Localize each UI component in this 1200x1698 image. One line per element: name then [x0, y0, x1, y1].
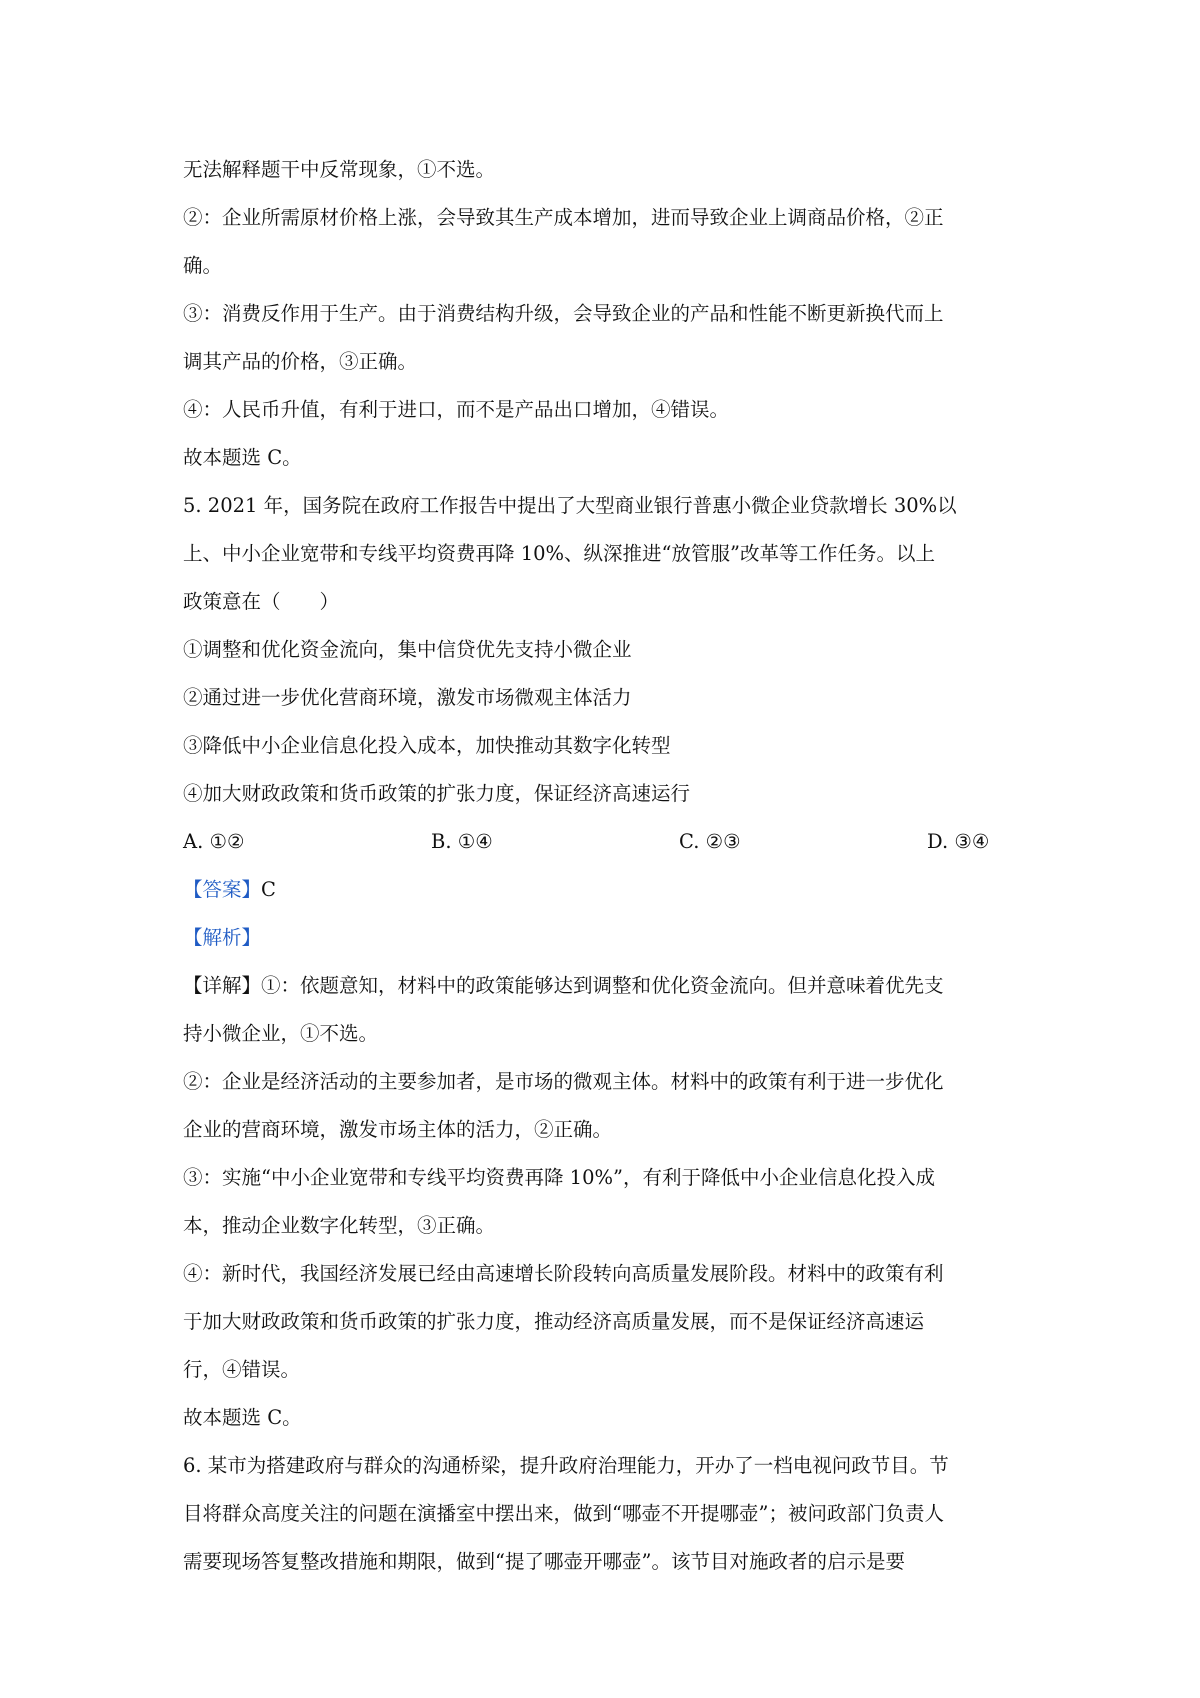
question-5-stem: 上、中小企业宽带和专线平均资费再降 10%、纵深推进“放管服”改革等工作任务。以上 [183, 542, 935, 565]
detail-line: ②：企业是经济活动的主要参加者，是市场的微观主体。材料中的政策有利于进一步优化 [183, 1070, 944, 1093]
text-line: 确。 [183, 254, 223, 277]
answer-tag: 【答案】 [183, 878, 262, 901]
question-5-stem: 政策意在（ ） [183, 590, 340, 613]
text-line: ③：消费反作用于生产。由于消费结构升级，会导致企业的产品和性能不断更新换代而上 [183, 302, 944, 325]
text-line: 调其产品的价格，③正确。 [183, 350, 418, 373]
text-line: 无法解释题干中反常现象，①不选。 [183, 158, 496, 181]
statement-item: ①调整和优化资金流向，集中信贷优先支持小微企业 [183, 638, 632, 661]
detail-line: 行，④错误。 [183, 1358, 301, 1381]
detail-line: 于加大财政政策和货币政策的扩张力度，推动经济高质量发展，而不是保证经济高速运 [183, 1310, 925, 1333]
option-c: C. ②③ [679, 830, 741, 853]
answer-line [183, 875, 1043, 905]
detail-line: 持小微企业，①不选。 [183, 1022, 379, 1045]
text-line: ④：人民币升值，有利于进口，而不是产品出口增加，④错误。 [183, 398, 730, 421]
detail-line: ③：实施“中小企业宽带和专线平均资费再降 10%”，有利于降低中小企业信息化投入成 [183, 1166, 935, 1189]
statement-item: ④加大财政政策和货币政策的扩张力度，保证经济高速运行 [183, 782, 691, 805]
detail-line: ④：新时代，我国经济发展已经由高速增长阶段转向高质量发展阶段。材料中的政策有利 [183, 1262, 944, 1285]
analysis-tag: 【解析】 [183, 926, 262, 949]
question-5-stem: 5. 2021 年，国务院在政府工作报告中提出了大型商业银行普惠小微企业贷款增长 30%以 [183, 494, 957, 517]
option-a: A. ①② [183, 830, 245, 853]
question-6-stem: 需要现场答复整改措施和期限，做到“提了哪壶开哪壶”。该节目对施政者的启示是要 [183, 1550, 905, 1573]
question-6-stem: 6. 某市为搭建政府与群众的沟通桥梁，提升政府治理能力，开办了一档电视问政节目。节 [183, 1454, 949, 1477]
detail-line: 企业的营商环境，激发市场主体的活力，②正确。 [183, 1118, 613, 1141]
question-6-stem: 目将群众高度关注的问题在演播室中摆出来，做到“哪壶不开提哪壶”；被问政部门负责人 [183, 1502, 944, 1525]
detail-line: 【详解】①：依题意知，材料中的政策能够达到调整和优化资金流向。但并意味着优先支 [183, 974, 944, 997]
option-b: B. ①④ [431, 830, 493, 853]
text-line: ②：企业所需原材价格上涨，会导致其生产成本增加，进而导致企业上调商品价格，②正 [183, 206, 944, 229]
statement-item: ③降低中小企业信息化投入成本，加快推动其数字化转型 [183, 734, 671, 757]
text-line: 故本题选 C。 [183, 446, 302, 469]
detail-line: 本，推动企业数字化转型，③正确。 [183, 1214, 496, 1237]
answer-value: C [261, 878, 276, 901]
option-d: D. ③④ [927, 830, 990, 853]
statement-item: ②通过进一步优化营商环境，激发市场微观主体活力 [183, 686, 632, 709]
detail-line: 故本题选 C。 [183, 1406, 302, 1429]
